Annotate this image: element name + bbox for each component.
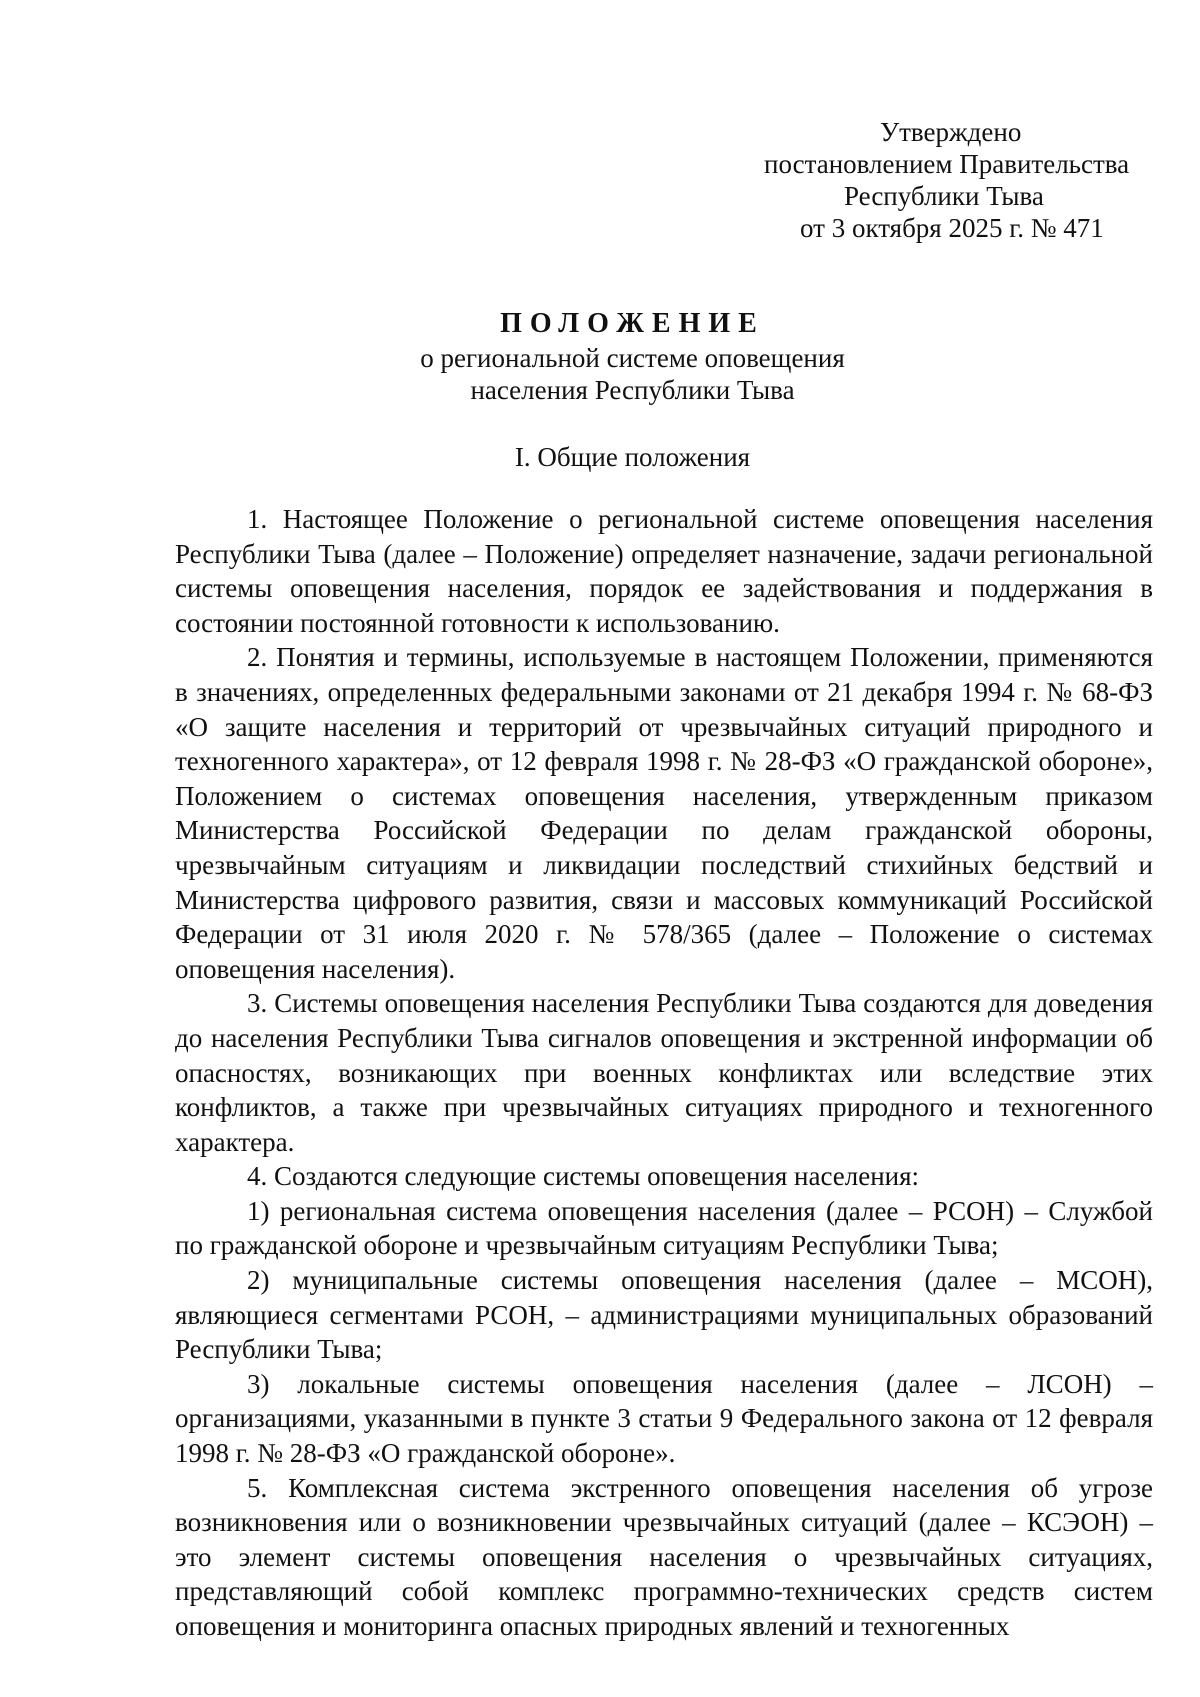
section-heading: I. Общие положения bbox=[514, 442, 751, 472]
document-subtitle-line-2: населения Республики Тыва bbox=[470, 375, 795, 405]
approval-line-2: постановлением Правительства bbox=[764, 149, 1130, 179]
paragraph-3: 3. Системы оповещения населения Республики Тыва создаются для доведения до населения Республики Тыва сигналов оповещения и экстренной информации об опасностях, возникающих при военных конфликтах или вследствие этих конфликтов, а также при чрезвычайных ситуациях природного и техногенного характера. bbox=[175, 988, 1153, 1157]
document-subtitle-line-1: о региональной системе оповещения bbox=[420, 343, 845, 373]
paragraph-5: 5. Комплексная система экстренного оповещения населения об угрозе возникновения или о возникновении чрезвычайных ситуаций (далее – КСЭОН) – это элемент системы оповещения населения о чрезвычайных ситуациях, представляющий собой комплекс программно-технических средств систем оповещения и мониторинга опасных природных явлений и техногенных bbox=[175, 1472, 1153, 1641]
document-body bbox=[175, 502, 1153, 1644]
paragraph-4-item-2: 2) муниципальные системы оповещения населения (далее – МСОН), являющиеся сегментами РСОН, – администрациями муниципальных образований Республики Тыва; bbox=[175, 1265, 1153, 1365]
approval-stamp bbox=[740, 116, 1140, 244]
paragraph-4-item-3: 3) локальные системы оповещения населения (далее – ЛСОН) – организациями, указанными в пункте 3 статьи 9 Федерального закона от 12 февраля 1998 г. № 28-ФЗ «О гражданской обороне». bbox=[175, 1368, 1153, 1469]
paragraph-4: 4. Создаются следующие системы оповещения населения: bbox=[247, 1161, 920, 1192]
approval-line-3: Республики Тыва bbox=[844, 181, 1044, 211]
paragraph-2: 2. Понятия и термины, используемые в настоящем Положении, применяются в значениях, определенных федеральными законами от 21 декабря 1994 г. № 68-ФЗ «О защите населения и территорий от чрезвычайных ситуаций природного и техногенного характера», от 12 февраля 1998 г. № 28-ФЗ «О гражданской обороне», Положением о системах оповещения населения, утвержденным приказом Министерства Российской Федерации по делам гражданской обороны, чрезвычайным ситуациям и ликвидации последствий стихийных бедствий и Министерства цифрового развития, связи и массовых коммуникаций Российской Федерации от 31 июля 2020 г. № 578/365 (далее – Положение о системах оповещения населения). bbox=[175, 642, 1153, 984]
document-title: ПОЛОЖЕНИЕ bbox=[500, 308, 765, 339]
document-subtitle bbox=[0, 342, 1200, 406]
approval-line-1: Утверждено bbox=[880, 117, 1022, 147]
paragraph-4-item-1: 1) региональная система оповещения населения (далее – РСОН) – Службой по гражданской обороне и чрезвычайным ситуациям Республики Тыва; bbox=[175, 1195, 1153, 1261]
paragraph-1: 1. Настоящее Положение о региональной системе оповещения населения Республики Тыва (далее – Положение) определяет назначение, задачи региональной системы оповещения населения, порядок ее задействования и поддержания в состоянии постоянной готовности к использованию. bbox=[175, 504, 1153, 638]
approval-line-4: от 3 октября 2025 г. № 471 bbox=[800, 213, 1104, 243]
